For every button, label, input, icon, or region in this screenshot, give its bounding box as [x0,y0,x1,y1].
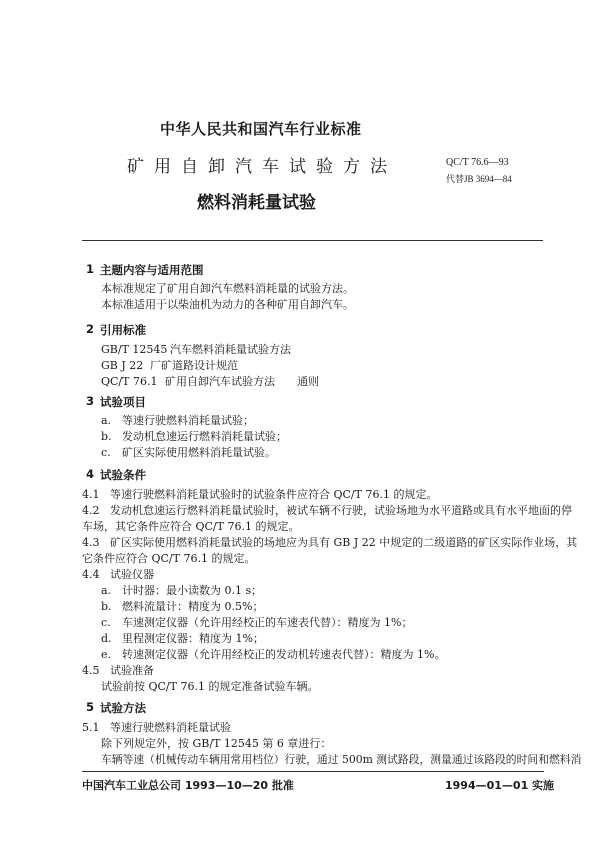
list-marker: a. [101,414,112,427]
issuing-organization: 中华人民共和国汽车行业标准 [160,120,362,138]
approval-info: 中国汽车工业总公司 1993—10—20 批准 [82,779,294,792]
section-4-number: 4 [86,467,95,481]
section-2-number: 2 [86,322,95,336]
ref-name: 汽车燃料消耗量试验方法 [170,343,291,356]
section-1-line-2: 本标准适用于以柴油机为动力的各种矿用自卸汽车。 [101,298,354,311]
section-4-title: 试验条件 [100,468,146,482]
standard-code: QC/T 76.6—93 [446,157,509,168]
clause-4-5-number: 4.5 [82,664,100,677]
clause-5-1-title: 等速行驶燃料消耗量试验 [110,721,231,734]
section-2-title: 引用标准 [100,323,146,337]
list-marker: b. [101,600,112,613]
section-3-number: 3 [86,394,95,408]
list-marker: c. [101,616,111,629]
section-3-title: 试验项目 [100,395,146,409]
ref-code: QC/T 76.1 [101,375,158,388]
clause-4-3-line-2: 它条件应符合 QC/T 76.1 的规定。 [82,552,256,565]
list-item: 里程测定仪器：精度为 1%； [122,632,264,645]
clause-4-4-number: 4.4 [82,568,100,581]
clause-4-3-line-1: 矿区实际使用燃料消耗量试验的场地应为具有 GB J 22 中规定的二级道路的矿区实际作业场，其 [110,536,578,549]
list-item: 发动机怠速运行燃料消耗量试验； [122,430,287,443]
header-divider [82,240,543,241]
list-item: 车速测定仪器（允许用经校正的车速表代替）：精度为 1%； [122,616,413,629]
footer-divider [82,771,544,772]
clause-5-1-number: 5.1 [82,721,100,734]
section-1-number: 1 [86,262,95,276]
clause-5-1-line-2: 车辆等速（机械传动车辆用常用档位）行驶，通过 500m 测试路段，测量通过该路段的时间和燃料消 [101,753,582,766]
list-item: 矿区实际使用燃料消耗量试验。 [122,446,276,459]
clause-5-1-line-1: 除下列规定外，按 GB/T 12545 第 6 章进行： [101,737,332,750]
clause-4-2-number: 4.2 [82,504,100,517]
list-marker: c. [101,446,111,459]
list-marker: a. [101,584,112,597]
document-subtitle: 燃料消耗量试验 [197,193,316,213]
document-title: 矿用自卸汽车试验方法 [127,157,397,177]
ref-name: 矿用自卸汽车试验方法 通则 [165,375,319,388]
clause-4-4-title: 试验仪器 [110,568,154,581]
section-1-title: 主题内容与适用范围 [100,263,204,277]
ref-code: GB J 22 [101,359,144,372]
replaces-standard: 代替JB 3694—84 [446,174,512,184]
section-5-number: 5 [86,700,95,714]
ref-name: 厂矿道路设计规范 [150,359,238,372]
list-marker: e. [101,648,112,661]
clause-4-1-number: 4.1 [82,488,100,501]
section-5-title: 试验方法 [100,701,146,715]
effective-date: 1994—01—01 实施 [445,779,555,792]
list-item: 燃料流量计：精度为 0.5%； [122,600,264,613]
clause-4-3-number: 4.3 [82,536,100,549]
list-marker: d. [101,632,112,645]
list-item: 等速行驶燃料消耗量试验； [122,414,254,427]
clause-4-5-text: 试验前按 QC/T 76.1 的规定准备试验车辆。 [101,680,319,693]
clause-4-5-title: 试验准备 [110,664,154,677]
clause-4-1-text: 等速行驶燃料消耗量试验时的试验条件应符合 QC/T 76.1 的规定。 [110,488,438,501]
section-1-line-1: 本标准规定了矿用自卸汽车燃料消耗量的试验方法。 [101,282,354,295]
list-item: 计时器：最小读数为 0.1 s； [122,584,263,597]
list-item: 转速测定仪器（允许用经校正的发动机转速表代替）：精度为 1%。 [122,648,446,661]
clause-4-2-line-2: 车场，其它条件应符合 QC/T 76.1 的规定。 [82,520,300,533]
list-marker: b. [101,430,112,443]
ref-code: GB/T 12545 [101,343,168,356]
clause-4-2-line-1: 发动机怠速运行燃料消耗量试验时，被试车辆不行驶，试验场地为水平道路或具有水平地面的停 [110,504,572,517]
